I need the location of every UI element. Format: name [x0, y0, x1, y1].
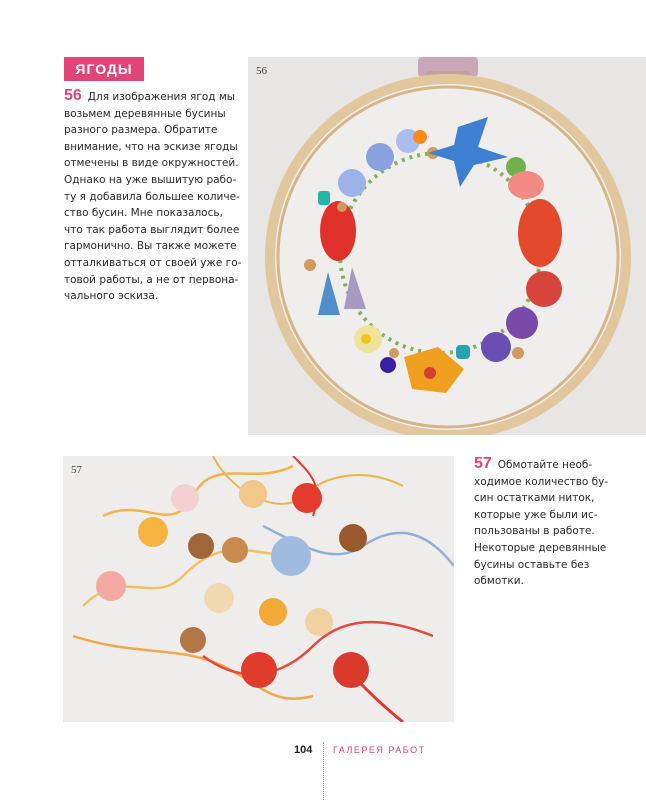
step-56-line: разного размера. Обратите: [64, 124, 218, 137]
photo-wrapped-beads: [63, 456, 454, 722]
section-heading: [64, 57, 144, 81]
step-56-line: отталкиваться от своей уже го-: [64, 256, 242, 269]
step-57-line: син остатками ниток,: [474, 492, 595, 505]
step-56-line: отмечены в виде окружностей.: [64, 157, 239, 170]
footer-divider: [323, 742, 324, 800]
footer-section-name: ГАЛЕРЕЯ РАБОТ: [333, 745, 426, 755]
embroidery-hoop-illustration: [248, 57, 646, 435]
step-56-line: возьмем деревянные бусины: [64, 107, 226, 120]
step-56-line: Для изображения ягод мы: [87, 91, 236, 103]
step-57-line: Обмотайте необ-: [497, 459, 593, 471]
photo-56-label: 56: [256, 65, 267, 77]
step-56-line: внимание, что на эскизе ягоды: [64, 140, 238, 153]
step-56-line: Однако на уже вышитую рабо-: [64, 173, 237, 186]
step-56-line: что так работа выглядит более: [64, 223, 240, 236]
step-57-line: ходимое количество бу-: [474, 475, 609, 488]
step-56-text: [64, 88, 242, 305]
step-56-line: чального эскиза.: [64, 290, 159, 303]
step-56-line: гармонично. Вы также можете: [64, 240, 237, 253]
wrapped-beads-illustration: [63, 456, 454, 722]
step-57-line: которые уже были ис-: [474, 508, 598, 521]
step-57-line: Некоторые деревянные: [474, 541, 607, 554]
step-56-line: товой работы, а не от первона-: [64, 273, 239, 286]
step-56-line: ту я добавила большее количе-: [64, 190, 240, 203]
photo-57-label: 57: [71, 464, 82, 476]
step-57-number: 57: [474, 455, 492, 472]
step-57-text: [474, 456, 644, 590]
step-56-line: ство бусин. Мне показалось,: [64, 207, 223, 220]
step-56-number: 56: [64, 87, 82, 104]
photo-embroidery-hoop: [248, 57, 646, 435]
step-57-line: бусины оставьте без: [474, 558, 590, 571]
step-57-line: пользованы в работе.: [474, 525, 595, 538]
page-number: 104: [294, 744, 313, 756]
step-57-line: обмотки.: [474, 575, 524, 588]
section-heading-label: ЯГОДЫ: [75, 61, 133, 77]
